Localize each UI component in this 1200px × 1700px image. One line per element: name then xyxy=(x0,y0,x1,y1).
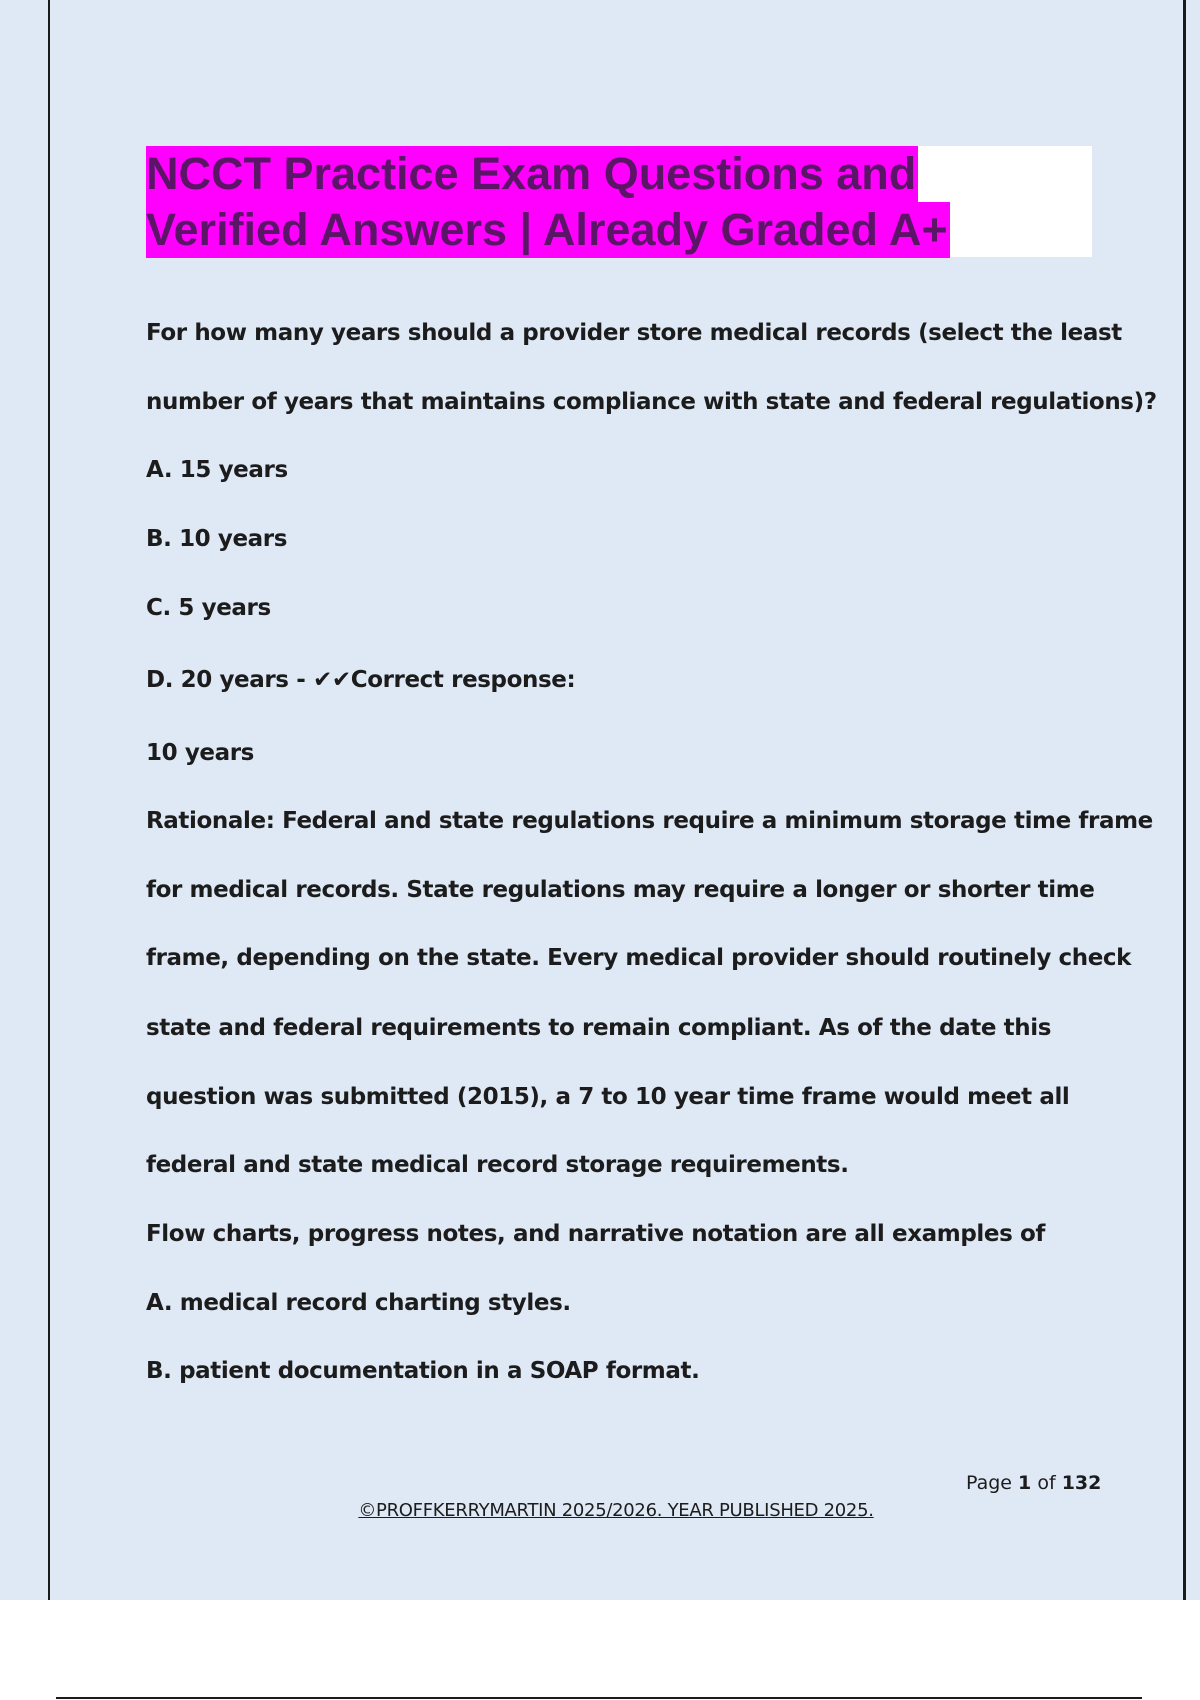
title-line-1: NCCT Practice Exam Questions and xyxy=(146,146,918,202)
question-1-option-c: C. 5 years xyxy=(146,595,271,621)
title-line-2: Verified Answers | Already Graded A+ xyxy=(146,202,950,258)
rationale-line-4: state and federal requirements to remain compliant. As of the date this xyxy=(146,1015,1052,1041)
page-right-border xyxy=(1183,0,1186,1600)
question-1-line-2: number of years that maintains compliance with state and federal regulations)? xyxy=(146,389,1157,415)
rationale-line-2: for medical records. State regulations may require a longer or shorter time xyxy=(146,877,1095,903)
question-2-option-b: B. patient documentation in a SOAP format. xyxy=(146,1358,700,1384)
question-1-option-d: D. 20 years - xyxy=(146,667,313,693)
question-2-text: Flow charts, progress notes, and narrative notation are all examples of xyxy=(146,1221,1045,1247)
bottom-rule xyxy=(56,1697,1142,1699)
double-check-icon: ✔✔ xyxy=(312,667,351,693)
question-1-option-a: A. 15 years xyxy=(146,457,288,483)
page-current: 1 xyxy=(1018,1472,1032,1494)
question-1-option-b: B. 10 years xyxy=(146,526,288,552)
question-1-answer: 10 years xyxy=(146,740,254,766)
rationale-line-6: federal and state medical record storage requirements. xyxy=(146,1152,849,1178)
correct-response-label: Correct response: xyxy=(350,667,576,693)
rationale-line-3: frame, depending on the state. Every medical provider should routinely check xyxy=(146,945,1132,971)
question-2-option-a: A. medical record charting styles. xyxy=(146,1290,571,1316)
rationale-line-5: question was submitted (2015), a 7 to 10 year time frame would meet all xyxy=(146,1084,1070,1110)
question-1-option-d-row xyxy=(146,665,575,695)
copyright-notice: ©PROFFKERRYMARTIN 2025/2026. YEAR PUBLISHED 2025. xyxy=(358,1500,874,1521)
page-left-border xyxy=(48,0,50,1600)
page-word: Page xyxy=(966,1472,1019,1494)
question-1-line-1: For how many years should a provider store medical records (select the least xyxy=(146,320,1122,346)
page-number xyxy=(966,1472,1101,1494)
rationale-line-1: Rationale: Federal and state regulations require a minimum storage time frame xyxy=(146,808,1153,834)
page-of: of xyxy=(1031,1472,1062,1494)
page-total: 132 xyxy=(1061,1472,1102,1494)
